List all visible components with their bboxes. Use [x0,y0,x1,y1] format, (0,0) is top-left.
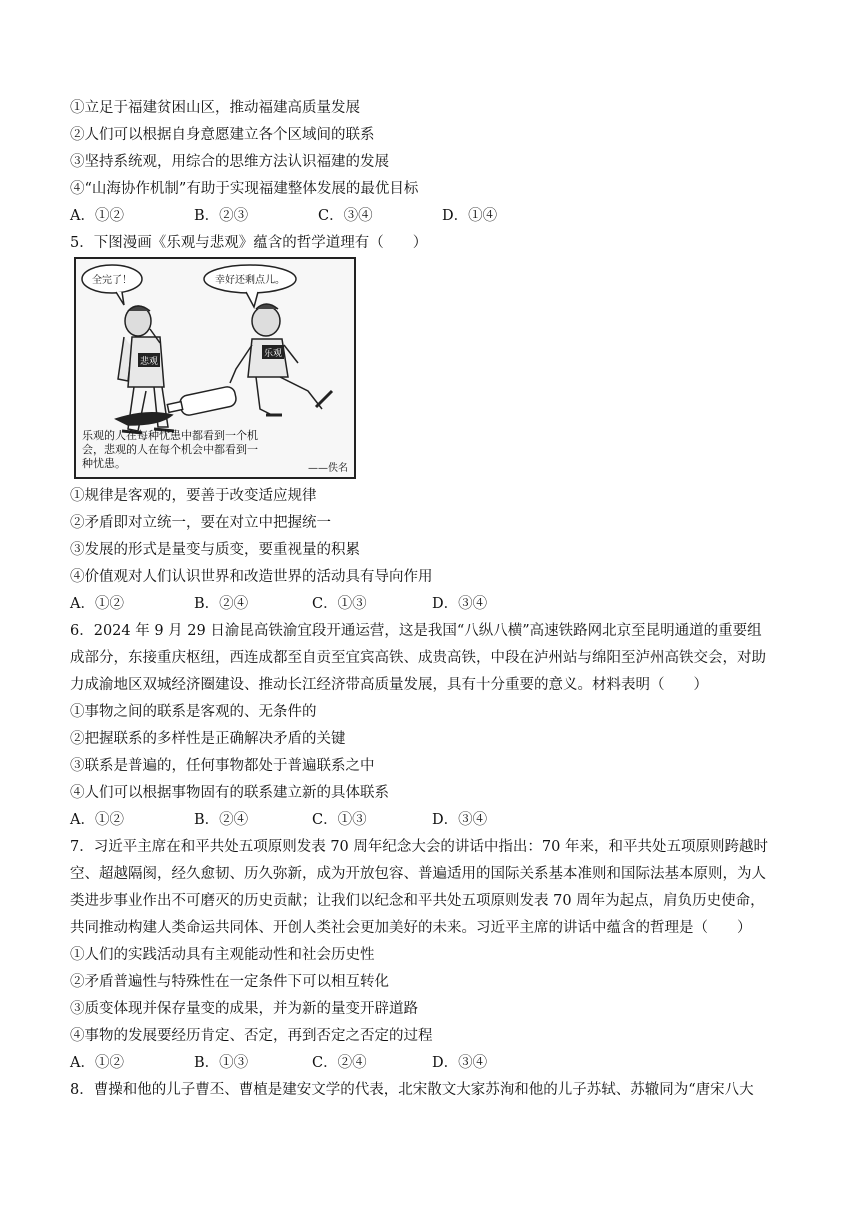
cartoon-optimism-pessimism [74,257,356,479]
q6-item-1: ①事物之间的联系是客观的、无条件的 [70,704,317,720]
q5-item-4: ④价值观对人们认识世界和改造世界的活动具有导向作用 [70,569,433,585]
q7-stem-line-3: 类进步事业作出不可磨灭的历史贡献；让我们以纪念和平共处五项原则发表 70 周年为起点，肩负历史使命， [70,893,765,909]
bubble-right-text: 幸好还剩点儿。 [215,275,285,286]
q7-item-2: ②矛盾普遍性与特殊性在一定条件下可以相互转化 [70,974,389,990]
label-left-text: 悲观 [139,357,159,367]
q6-stem-line-3: 力成渝地区双城经济圈建设、推动长江经济带高质量发展，具有十分重要的意义。材料表明（ ） [70,677,708,693]
q7-stem-line-4: 共同推动构建人类命运共同体、开创人类社会更加美好的未来。习近平主席的讲话中蕴含的哲理是（ ） [70,920,752,936]
q5-item-1: ①规律是客观的，要善于改变适应规律 [70,488,317,504]
q6-option-b: B．②④ [194,812,249,828]
caption-attribution: ——佚名 [308,463,348,474]
optimist-figure [230,304,332,415]
q6-option-a: A．①② [70,812,124,828]
q6-stem-line-1: 6．2024 年 9 月 29 日渝昆高铁渝宜段开通运营，这是我国“八纵八横”高速铁路网北京至昆明通道的重要组 [70,623,762,639]
q8-stem-line-1: 8．曹操和他的儿子曹丕、曹植是建安文学的代表，北宋散文大家苏洵和他的儿子苏轼、苏辙同为“唐宋八大 [70,1082,754,1098]
q4-item-4: ④“山海协作机制”有助于实现福建整体发展的最优目标 [70,181,419,197]
q7-stem-line-2: 空、超越隔阂，经久愈韧、历久弥新，成为开放包容、普遍适用的国际关系基本准则和国际法基本原则，为人 [70,866,766,882]
q4-option-c: C．③④ [318,208,373,224]
q6-option-c: C．①③ [312,812,367,828]
q6-option-d: D．③④ [432,812,488,828]
q4-option-a: A．①② [70,208,124,224]
q5-item-2: ②矛盾即对立统一，要在对立中把握统一 [70,515,331,531]
caption-line-2: 会，悲观的人在每个机会中都看到一 [82,443,258,456]
q4-item-3: ③坚持系统观，用综合的思维方法认识福建的发展 [70,154,389,170]
q5-stem: 5．下图漫画《乐观与悲观》蕴含的哲学道理有（ ） [70,235,428,251]
q7-option-d: D．③④ [432,1055,488,1071]
q4-option-d: D．①④ [442,208,498,224]
caption-line-1: 乐观的人在每种忧患中都看到一个机 [82,429,258,442]
q5-option-a: A．①② [70,596,124,612]
q6-item-4: ④人们可以根据事物固有的联系建立新的具体联系 [70,785,389,801]
q6-item-2: ②把握联系的多样性是正确解决矛盾的关键 [70,731,346,747]
q7-item-1: ①人们的实践活动具有主观能动性和社会历史性 [70,947,375,963]
label-right-text: 乐观 [263,349,283,359]
bottle-icon [116,385,237,425]
q7-item-4: ④事物的发展要经历肯定、否定，再到否定之否定的过程 [70,1028,433,1044]
q4-item-1: ①立足于福建贫困山区，推动福建高质量发展 [70,100,360,116]
q6-item-3: ③联系是普遍的，任何事物都处于普遍联系之中 [70,758,375,774]
q7-option-a: A．①② [70,1055,124,1071]
q7-option-b: B．①③ [194,1055,249,1071]
q5-item-3: ③发展的形式是量变与质变，要重视量的积累 [70,542,360,558]
q6-stem-line-2: 成部分，东接重庆枢纽，西连成都至自贡至宜宾高铁、成贵高铁，中段在泸州站与绵阳至泸州高铁交会，对助 [70,650,766,666]
q5-option-d: D．③④ [432,596,488,612]
q4-item-2: ②人们可以根据自身意愿建立各个区域间的联系 [70,127,375,143]
q7-stem-line-1: 7．习近平主席在和平共处五项原则发表 70 周年纪念大会的讲话中指出：70 年来，和平共处五项原则跨越时 [70,839,768,855]
q7-option-c: C．②④ [312,1055,367,1071]
q4-option-b: B．②③ [194,208,249,224]
q5-option-c: C．①③ [312,596,367,612]
bubble-left-text: 全完了！ [92,275,132,286]
q7-item-3: ③质变体现并保存量变的成果，并为新的量变开辟道路 [70,1001,418,1017]
q5-option-b: B．②④ [194,596,249,612]
caption-line-3: 种忧患。 [82,457,126,470]
